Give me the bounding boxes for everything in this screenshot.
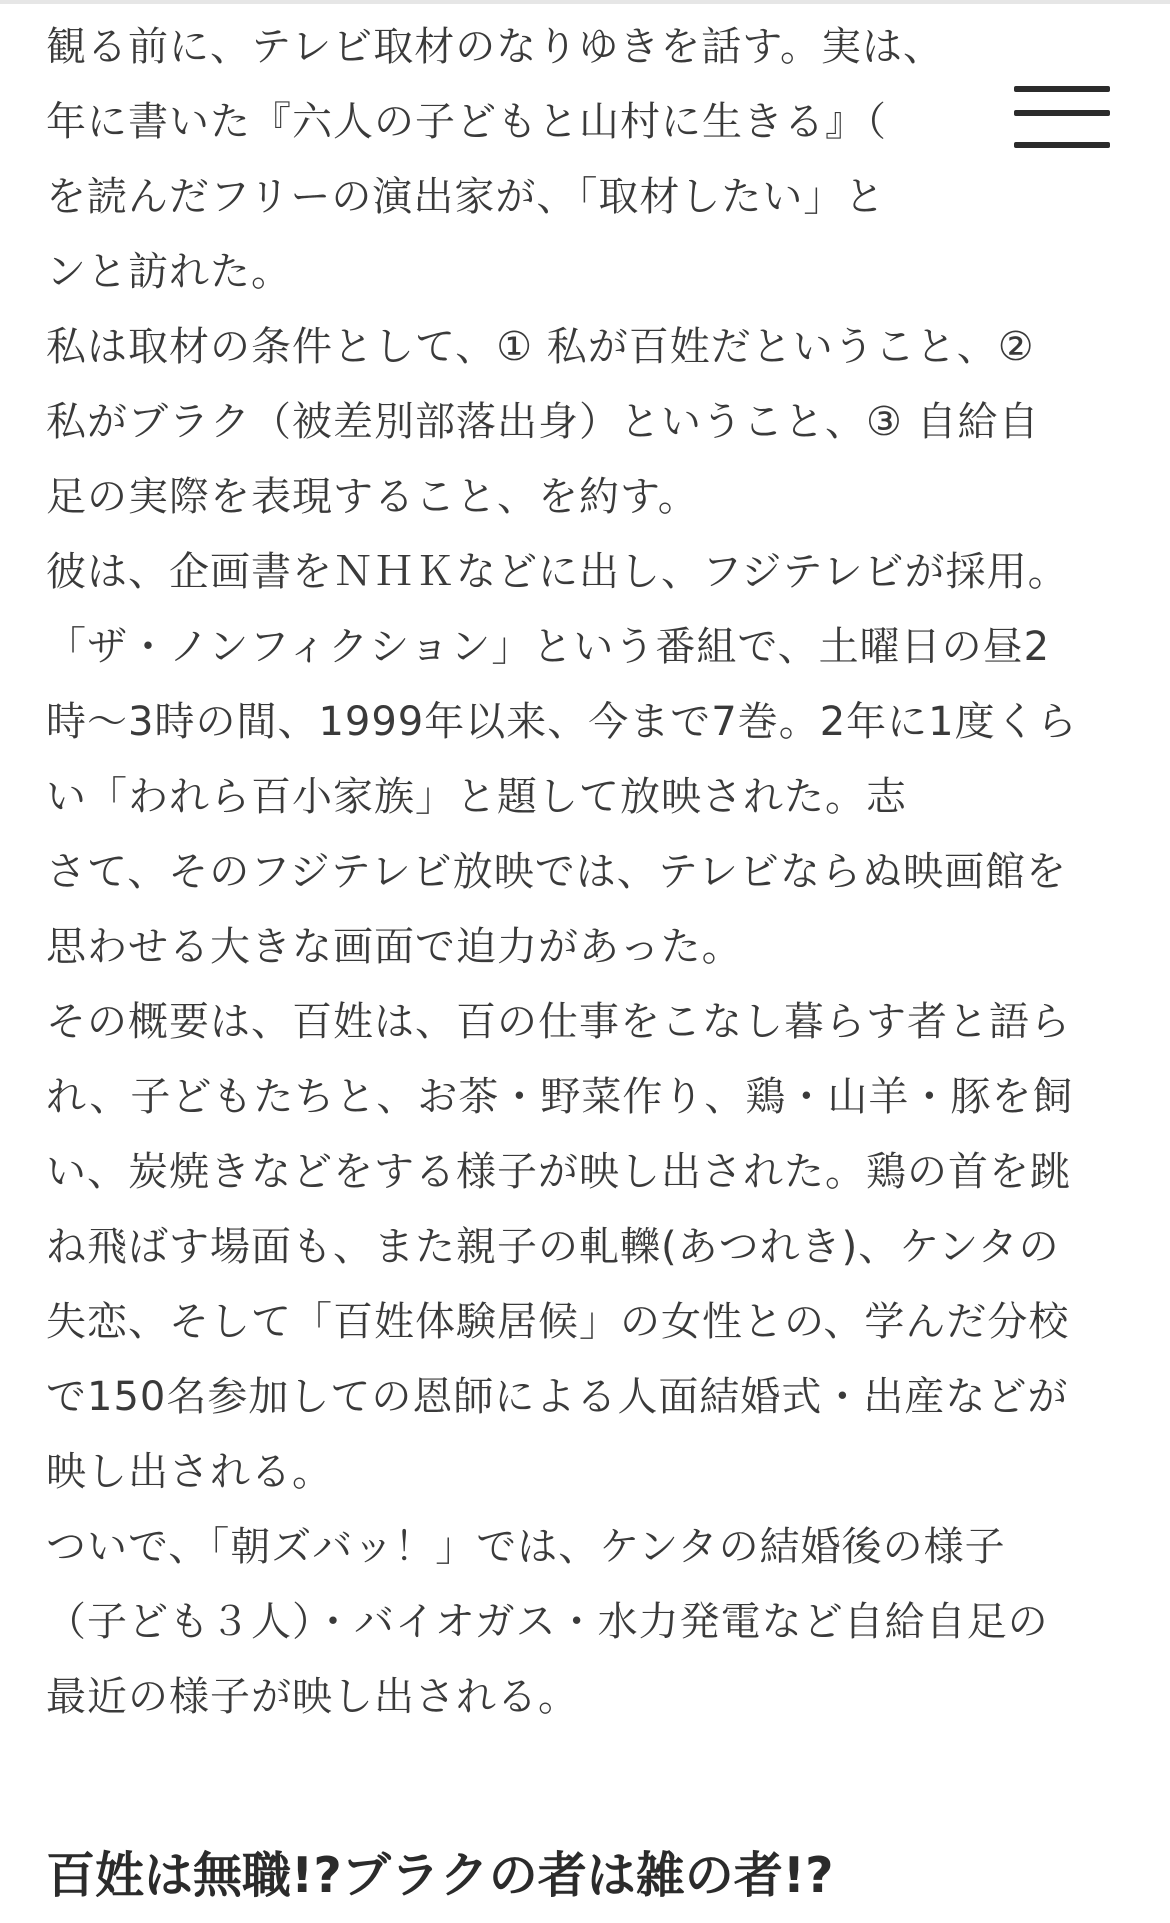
paragraph-line: い、炭焼きなどをする様子が映し出された。鶏の首を跳 [46, 1149, 1071, 1195]
paragraph-line: で150名参加しての恩師による人面結婚式・出産などが [46, 1374, 1069, 1420]
paragraph-line: 年に書いた『六人の子どもと山村に生きる』（ [46, 99, 887, 145]
paragraph-line: れ、子どもたちと、お茶・野菜作り、鶏・山羊・豚を飼 [46, 1074, 1074, 1120]
paragraph-line: 私は取材の条件として、① 私が百姓だということ、② [46, 324, 1035, 370]
paragraph-line: 私がブラク（被差別部落出身）ということ、③ 自給自 [46, 399, 1040, 445]
article-body [46, 10, 1126, 1917]
paragraph-line: ついで、「朝ズバッ！」では、ケンタの結婚後の様子 [46, 1524, 1006, 1570]
paragraph-line: 映し出される。 [46, 1449, 333, 1495]
paragraph-line: 足の実際を表現すること、を約す。 [46, 474, 699, 520]
paragraph-line: 彼は、企画書をＮＨＫなどに出し、フジテレビが採用。 [46, 549, 1069, 595]
paragraph-line: さて、そのフジテレビ放映では、テレビならぬ映画館を [46, 849, 1067, 895]
hamburger-menu-icon-bar [1014, 86, 1110, 92]
top-border [0, 0, 1170, 4]
hamburger-menu-button[interactable] [1006, 84, 1110, 160]
paragraph-line: 「ザ・ノンフィクション」という番組で、土曜日の昼2 [46, 624, 1051, 670]
paragraph-line: を読んだフリーの演出家が、「取材したい」と [46, 174, 886, 220]
paragraph-line: 失恋、そして「百姓体験居候」の女性との、学んだ分校 [46, 1299, 1070, 1345]
hamburger-menu-icon-bar [1014, 142, 1110, 148]
paragraph-line: 最近の様子が映し出される。 [46, 1674, 579, 1720]
paragraph-line: い「われら百小家族」と題して放映された。志 [46, 774, 907, 820]
paragraph-line: ね飛ばす場面も、また親子の軋轢(あつれき)、ケンタの [46, 1224, 1060, 1270]
section-heading: 百姓は無職!?ブラクの者は雑の者!? [46, 1847, 834, 1904]
paragraph-line: ンと訪れた。 [46, 249, 292, 295]
paragraph-line: （子ども３人）・バイオガス・水力発電など自給自足の [46, 1599, 1049, 1645]
section-spacer [46, 1735, 1126, 1835]
paragraph-line: 観る前に、テレビ取材のなりゆきを話す。実は、 [46, 24, 944, 70]
paragraph-line: 思わせる大きな画面で迫力があった。 [46, 924, 743, 970]
paragraph-line: その概要は、百姓は、百の仕事をこなし暮らす者と語ら [46, 999, 1071, 1045]
hamburger-menu-icon-bar [1014, 110, 1110, 116]
paragraph-line: 時～3時の間、1999年以来、今まで7巻。2年に1度くら [46, 699, 1078, 745]
